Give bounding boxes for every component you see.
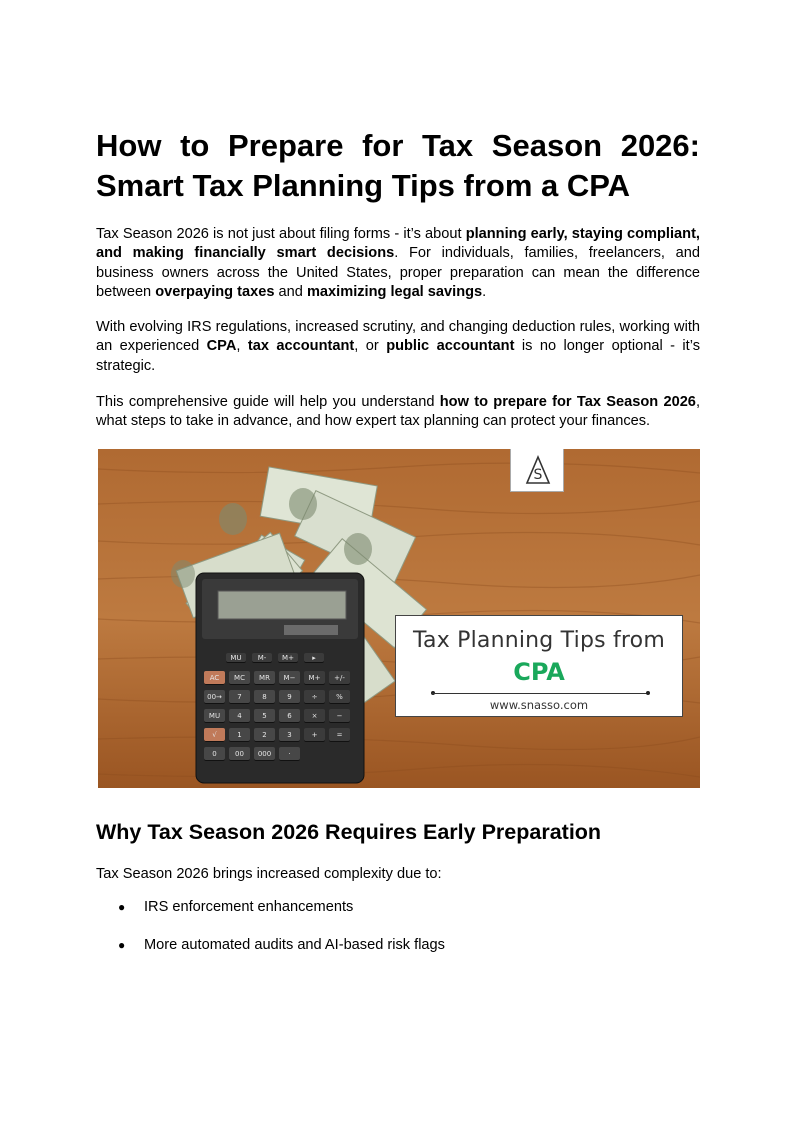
calculator-key: 000 bbox=[254, 747, 275, 761]
calculator-keys bbox=[204, 653, 354, 766]
bullet-icon: ● bbox=[118, 900, 126, 914]
calculator-key: M+ bbox=[304, 671, 325, 685]
calculator-key: 4 bbox=[229, 709, 250, 723]
calculator-key: 3 bbox=[279, 728, 300, 742]
calculator-key: M− bbox=[279, 671, 300, 685]
calculator-key: 2 bbox=[254, 728, 275, 742]
overlay-cpa: CPA bbox=[513, 658, 565, 686]
calculator-key: √ bbox=[204, 728, 225, 742]
calculator-key: ▸ bbox=[304, 653, 324, 663]
calculator-key-row bbox=[204, 653, 354, 663]
intro-paragraph-2: With evolving IRS regulations, increased scrutiny, and changing deduction rules, working with an experienced CPA, tax accountant, or public accountant is no longer optional - it’s strategic. bbox=[96, 319, 701, 374]
calculator-key: + bbox=[304, 728, 325, 742]
title-line-1: How to Prepare for Tax Season 2026: bbox=[96, 128, 700, 163]
calculator-key: M- bbox=[252, 653, 272, 663]
calculator-key: MC bbox=[229, 671, 250, 685]
calculator-key: 8 bbox=[254, 690, 275, 704]
calculator-key: +/- bbox=[329, 671, 350, 685]
page-title bbox=[96, 126, 700, 206]
hero-image bbox=[98, 449, 700, 788]
section-heading: Why Tax Season 2026 Requires Early Preparation bbox=[96, 820, 602, 844]
list-item: ● More automated audits and AI-based risk flags bbox=[118, 937, 445, 953]
calculator-key: MR bbox=[254, 671, 275, 685]
divider-dot-right bbox=[646, 691, 650, 695]
calculator-key: ÷ bbox=[304, 690, 325, 704]
calculator-key: 5 bbox=[254, 709, 275, 723]
brand-logo bbox=[510, 449, 564, 492]
calculator-key-row bbox=[204, 747, 354, 761]
calculator-key-row bbox=[204, 690, 354, 704]
title-line-2: Smart Tax Planning Tips from a CPA bbox=[96, 168, 630, 203]
calculator-key: 00→ bbox=[204, 690, 225, 704]
bullet-list bbox=[96, 898, 700, 974]
calculator-key-row bbox=[204, 728, 354, 742]
calculator-key: MU bbox=[204, 709, 225, 723]
overlay-divider bbox=[432, 693, 648, 694]
calculator-key: = bbox=[329, 728, 350, 742]
list-item: ● IRS enforcement enhancements bbox=[118, 899, 354, 915]
calculator-key: 7 bbox=[229, 690, 250, 704]
calculator-key: % bbox=[329, 690, 350, 704]
calculator-key: 9 bbox=[279, 690, 300, 704]
overlay-url: www.snasso.com bbox=[489, 698, 589, 712]
intro-paragraph-3: This comprehensive guide will help you understand how to prepare for Tax Season 2026, what steps to take in advance, and how expert tax planning can protect your finances. bbox=[96, 394, 700, 430]
overlay-card bbox=[395, 615, 683, 717]
calculator-key-row bbox=[204, 709, 354, 723]
calculator-key: 00 bbox=[229, 747, 250, 761]
bullet-icon: ● bbox=[118, 938, 126, 952]
svg-text:S: S bbox=[533, 467, 543, 483]
section-lead: Tax Season 2026 brings increased complexity due to: bbox=[96, 866, 442, 882]
calculator-key: AC bbox=[204, 671, 225, 685]
calculator-key: 0 bbox=[204, 747, 225, 761]
calculator-key: 6 bbox=[279, 709, 300, 723]
calculator-key: M+ bbox=[278, 653, 298, 663]
calculator-key: − bbox=[329, 709, 350, 723]
calculator-key: · bbox=[279, 747, 300, 761]
calculator-key-row bbox=[204, 671, 354, 685]
calculator-key: MU bbox=[226, 653, 246, 663]
snasso-logo-icon bbox=[511, 449, 565, 492]
calculator-key: 1 bbox=[229, 728, 250, 742]
intro-paragraph-1: Tax Season 2026 is not just about filing forms - it’s about planning early, staying compliant, and making financially smart decisions. For individuals, families, freelancers, and business owners across the United States, proper preparation can mean the difference between overpaying taxes and maximizing legal savings. bbox=[96, 226, 700, 300]
calculator-key: × bbox=[304, 709, 325, 723]
overlay-title: Tax Planning Tips from bbox=[413, 628, 665, 653]
